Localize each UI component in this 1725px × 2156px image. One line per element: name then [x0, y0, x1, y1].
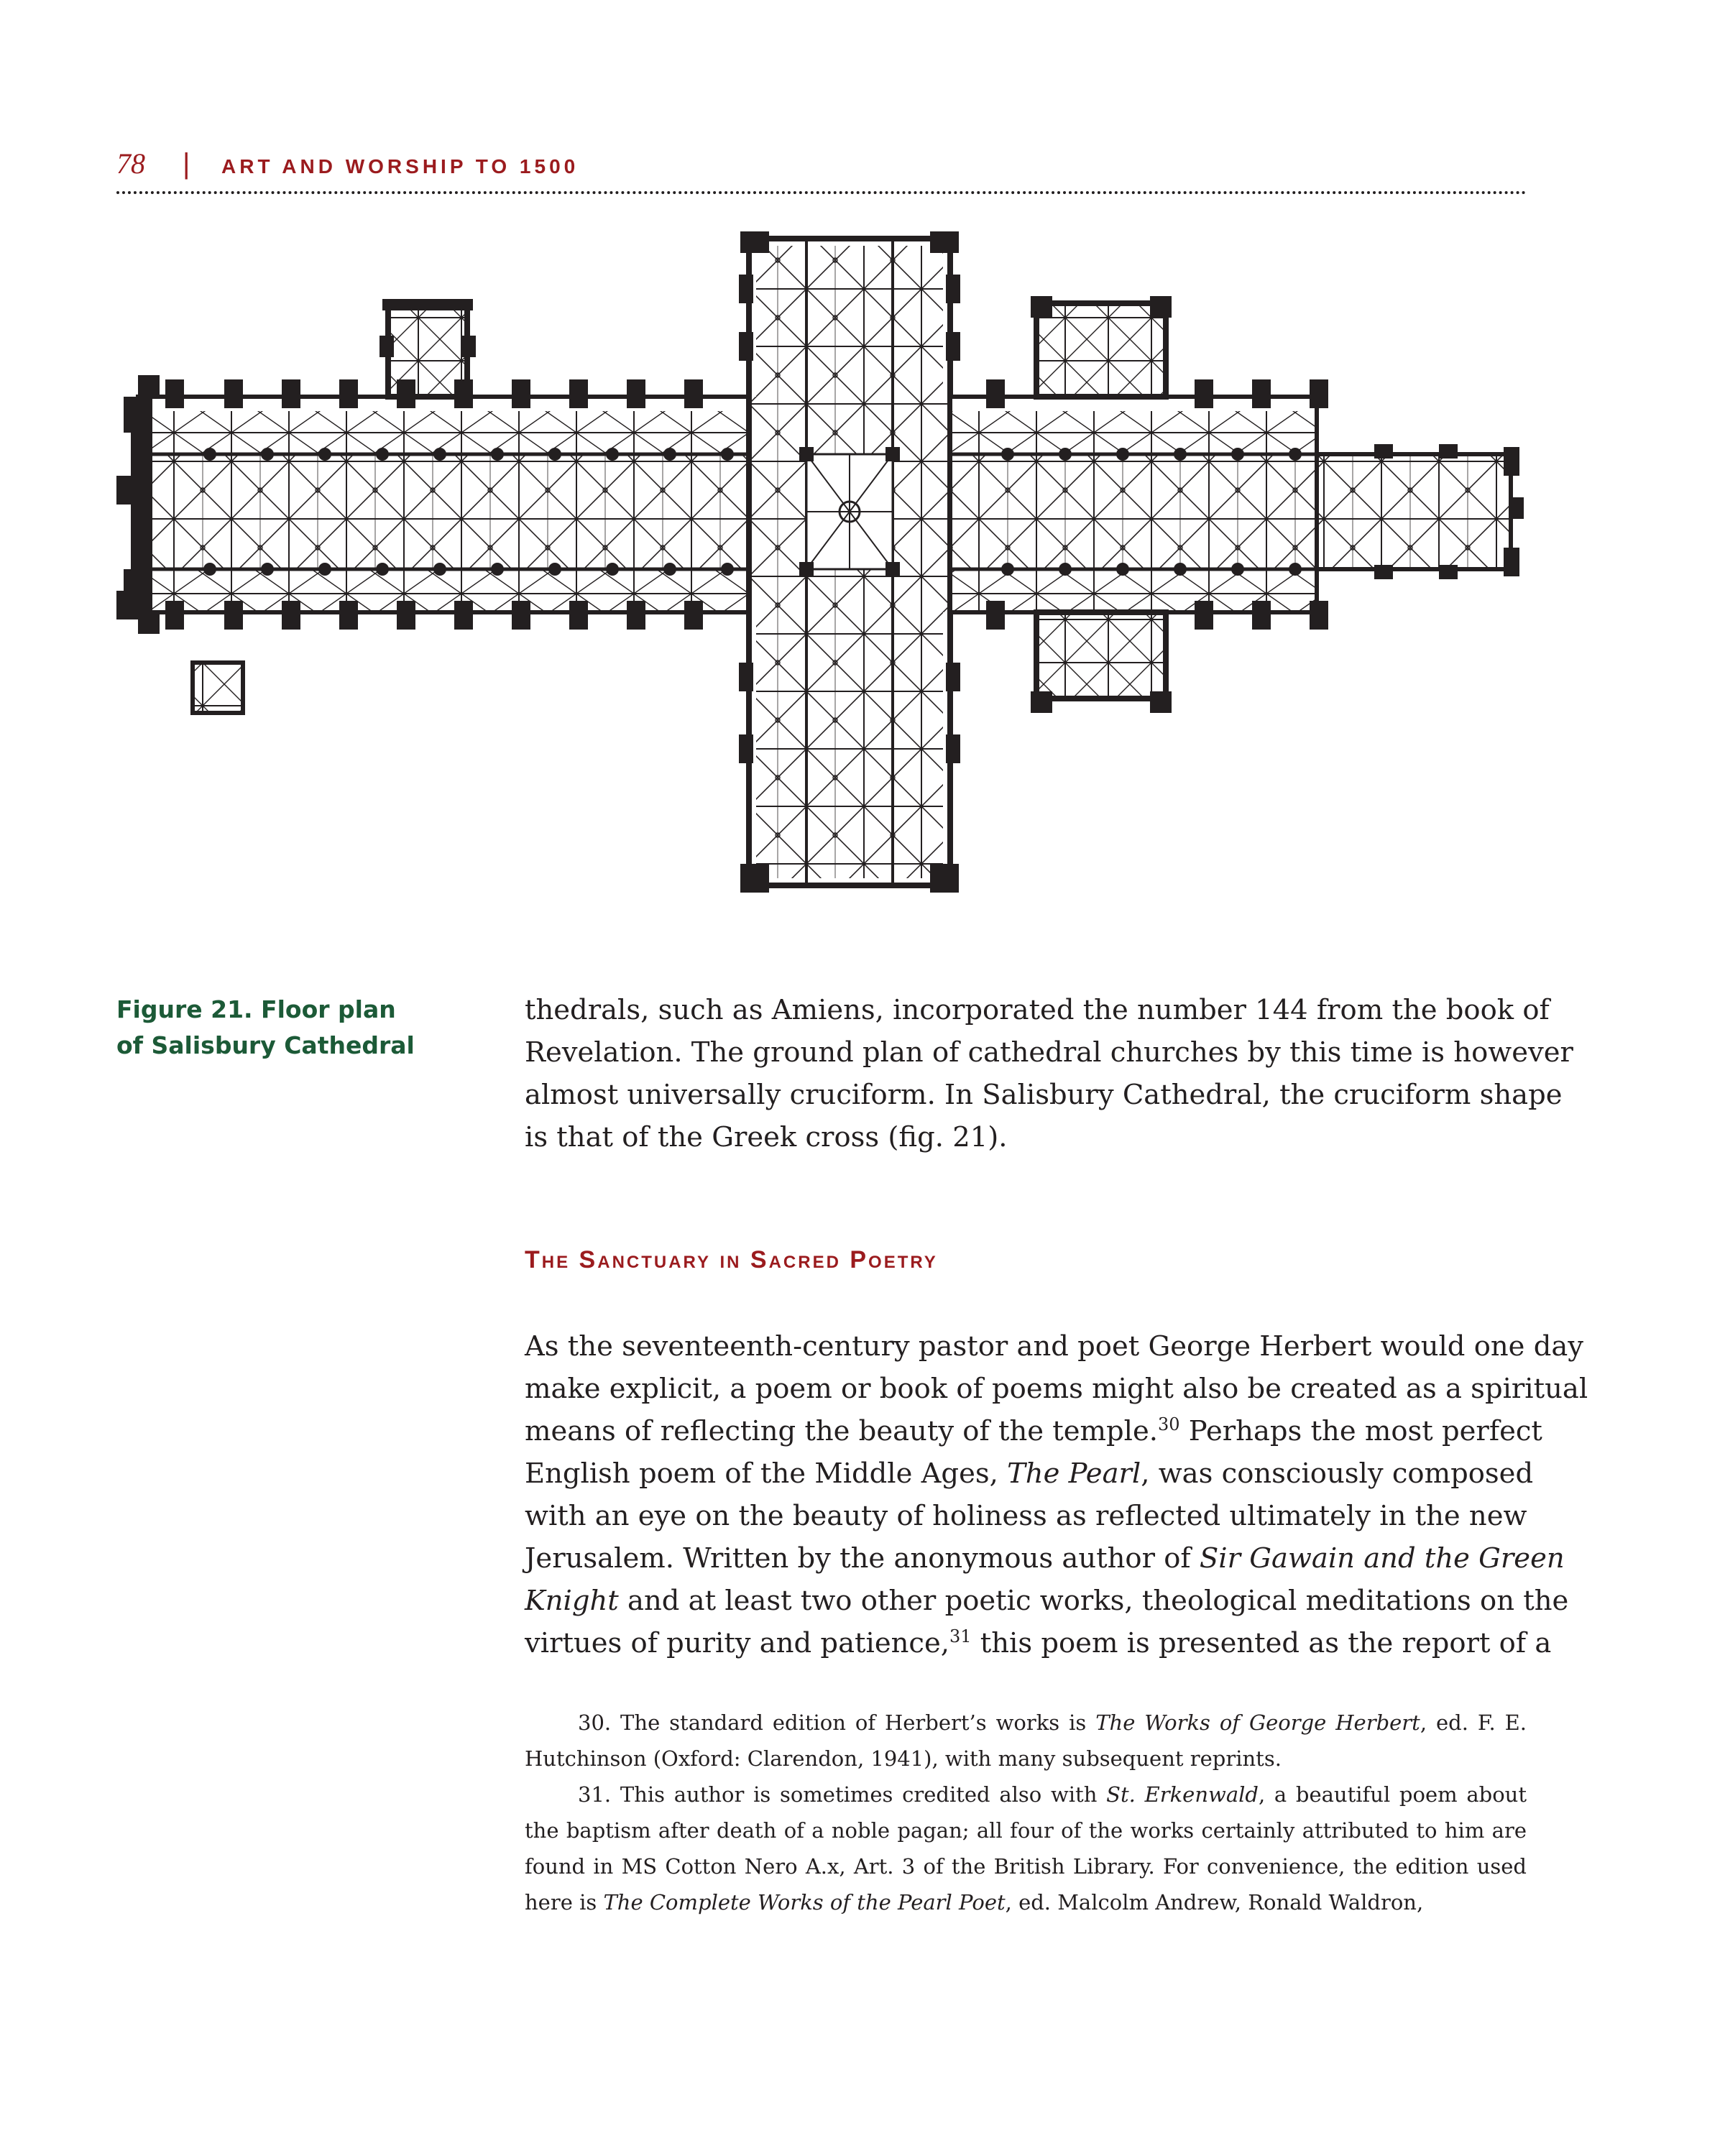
text-line: Revelation. The ground plan of cathedral churches by this time is however: [525, 1036, 1573, 1069]
lady-chapel: [1317, 444, 1524, 579]
section-heading: The Sanctuary in Sacred Poetry: [525, 1246, 938, 1273]
text-line: thedrals, such as Amiens, incorporated the number 144 from the book of: [525, 994, 1550, 1026]
header-separator: |: [183, 148, 190, 180]
text-fragment: 31. This author is sometimes credited also with: [578, 1782, 1107, 1807]
text-fragment: English poem of the Middle Ages,: [525, 1457, 1008, 1490]
choir: [950, 397, 1317, 612]
text-fragment: Jerusalem. Written by the anonymous author of: [525, 1542, 1200, 1575]
footnote-ref-31[interactable]: 31: [949, 1626, 972, 1647]
text-fragment: this poem is presented as the report of a: [971, 1627, 1552, 1659]
title-sir-gawain-cont: Knight: [525, 1585, 619, 1617]
text-line: [525, 1580, 1569, 1622]
text-fragment: , ed. Malcolm Andrew, Ronald Waldron,: [1005, 1890, 1424, 1915]
text-line: is that of the Greek cross (fig. 21).: [525, 1121, 1008, 1153]
footnote-title: The Complete Works of the Pearl Poet: [603, 1890, 1006, 1915]
title-sir-gawain: Sir Gawain and the Green: [1199, 1542, 1565, 1575]
footnote-30: [525, 1705, 1527, 1777]
text-line: [525, 1452, 1534, 1495]
west-porch-chapels: [193, 663, 243, 713]
text-line: [525, 1537, 1565, 1580]
crossing-tower: [749, 397, 950, 612]
paragraph-2: [525, 1325, 1588, 1664]
text-line: As the seventeenth-century pastor and poet George Herbert would one day: [525, 1330, 1584, 1363]
text-line: with an eye on the beauty of holiness as reflected ultimately in the new: [525, 1500, 1527, 1532]
text-line: [525, 1622, 1552, 1664]
text-fragment: 30. The standard edition of Herbert’s works is: [578, 1710, 1096, 1735]
text-fragment: and at least two other poetic works, theological meditations on the: [618, 1585, 1569, 1617]
text-line: almost universally cruciform. In Salisbury Cathedral, the cruciform shape: [525, 1079, 1563, 1111]
footnotes: [525, 1705, 1527, 1920]
running-title: ART AND WORSHIP TO 1500: [221, 155, 579, 178]
footnote-title: The Works of George Herbert: [1095, 1710, 1420, 1735]
text-fragment: , ed. F. E. Hutchinson (Oxford: Clarendon, 1941), with many subsequent reprints.: [525, 1710, 1527, 1771]
text-fragment: means of reflecting the beauty of the temple.: [525, 1415, 1159, 1447]
running-header: [116, 147, 1527, 190]
salisbury-floor-plan-figure: [116, 231, 1527, 900]
text-line: make explicit, a poem or book of poems might also be created as a spiritual: [525, 1373, 1588, 1405]
page-number: 78: [116, 147, 145, 180]
footnote-title: St. Erkenwald: [1106, 1782, 1259, 1807]
footnote-31: [525, 1777, 1527, 1920]
text-fragment: , a beautiful poem about the baptism after death of a noble pagan; all four of the works certainly attributed to him are found in MS Cotton Nero A.x, Art. 3 of the British Library. For convenience, the edition used here is: [525, 1782, 1527, 1915]
paragraph-1: [525, 989, 1573, 1158]
figure-caption: Figure 21. Floor plan of Salisbury Cathedral: [116, 995, 415, 1059]
footnote-ref-30[interactable]: 30: [1158, 1414, 1180, 1435]
header-dotted-rule: [116, 191, 1527, 194]
nave: [138, 397, 749, 612]
text-fragment: virtues of purity and patience,: [525, 1627, 949, 1659]
text-line: [525, 1410, 1542, 1452]
text-fragment: , was consciously composed: [1141, 1457, 1534, 1490]
text-fragment: Perhaps the most perfect: [1179, 1415, 1542, 1447]
title-the-pearl: The Pearl: [1007, 1457, 1141, 1490]
